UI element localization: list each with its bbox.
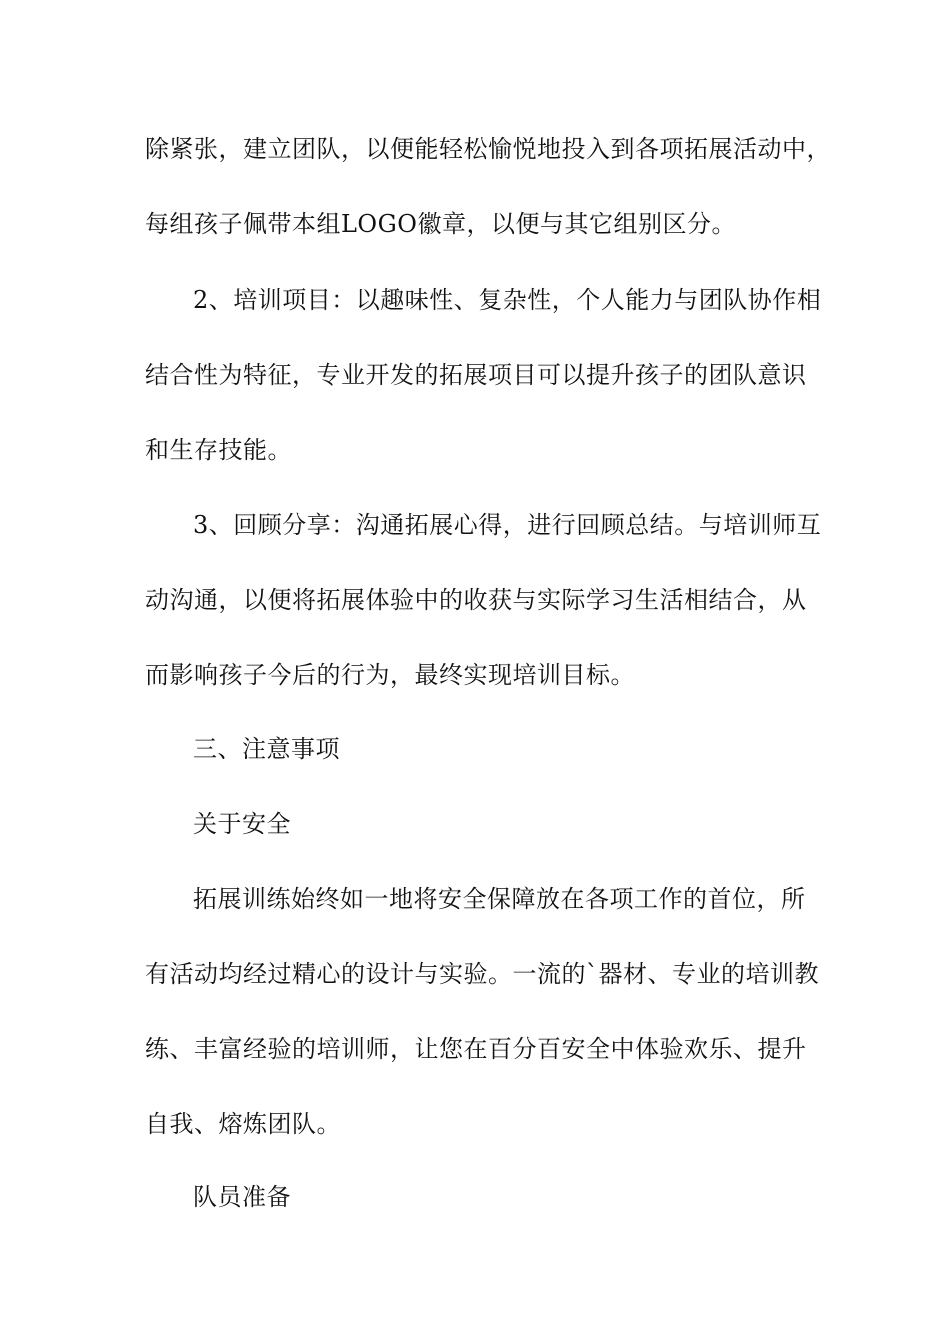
paragraph-line: 拓展训练始终如一地将安全保障放在各项工作的首位，所	[193, 885, 806, 913]
subsection-heading: 队员准备	[193, 1183, 291, 1211]
paragraph-line: 动沟通，以便将拓展体验中的收获与实际学习生活相结合，从	[145, 586, 807, 614]
paragraph-line: 和生存技能。	[145, 436, 292, 464]
paragraph-line: 有活动均经过精心的设计与实验。一流的`器材、专业的培训教	[145, 960, 819, 988]
paragraph-line: 结合性为特征，专业开发的拓展项目可以提升孩子的团队意识	[145, 361, 807, 389]
subsection-heading: 关于安全	[193, 810, 291, 838]
section-heading: 三、注意事项	[193, 735, 340, 763]
paragraph-line: 每组孩子佩带本组LOGO徽章，以便与其它组别区分。	[145, 210, 736, 238]
paragraph-line: 而影响孩子今后的行为，最终实现培训目标。	[145, 661, 635, 689]
paragraph-line: 自我、熔炼团队。	[145, 1110, 341, 1138]
paragraph-line: 练、丰富经验的培训师，让您在百分百安全中体验欢乐、提升	[145, 1035, 807, 1063]
paragraph-line: 2、培训项目：以趣味性、复杂性，个人能力与团队协作相	[193, 286, 822, 314]
paragraph-line: 除紧张，建立团队，以便能轻松愉悦地投入到各项拓展活动中，	[145, 135, 831, 163]
paragraph-line: 3、回顾分享：沟通拓展心得，进行回顾总结。与培训师互	[193, 511, 822, 539]
